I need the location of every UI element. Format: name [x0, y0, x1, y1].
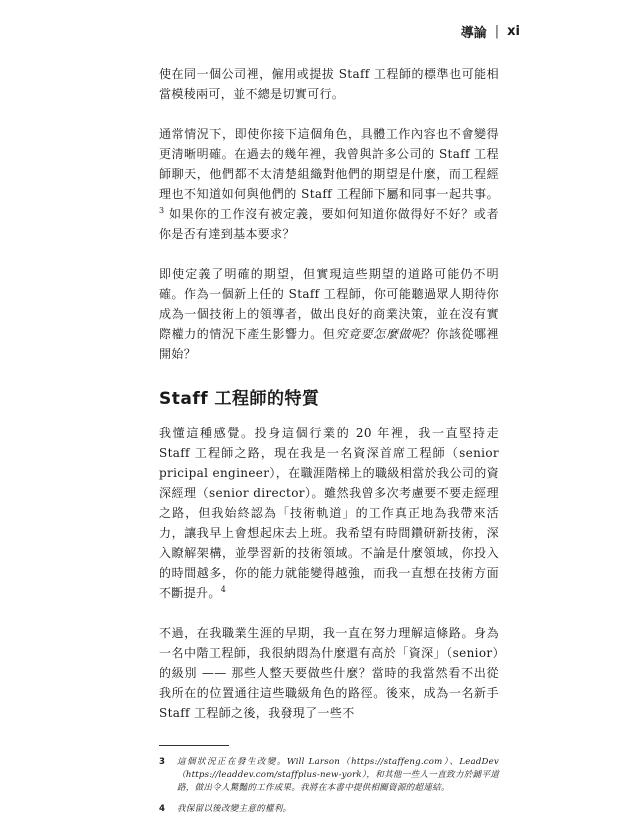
- paragraph-5-text: 不過，在我職業生涯的早期，我一直在努力理解這條路。身為一名中階工程師，我很納悶為什麼還有高於「資深」（senior）的級別 —— 那些人整天要做些什麼？當時的我當然看不出從我所在的位置通往這些職級角色的路徑。後來，成為一名新手 Staff 工程師之後，我發現了一些不: [159, 626, 499, 720]
- running-header: [461, 22, 520, 41]
- header-separator: |: [494, 24, 500, 39]
- paragraph-4-text: 我懂這種感覺。投身這個行業的 20 年裡，我一直堅持走 Staff 工程師之路，現在我是一名資深首席工程師（senior pricipal engineer），在職涯階梯上的職級相當於我公司的資深經理（senior director）。雖然我曾多次考慮要不要走經理之路，但我始終認為「技術軌道」的工作真正地為我帶來活力，讓我早上會想起床去上班。我希望有時間鑽研新技術，深入瞭解架構，並學習新的技術領域。不論是什麼領域，你投入的時間越多，你的能力就能變得越強，而我一直想在技術方面不斷提升。: [159, 426, 499, 600]
- footnote-text: 我保留以後改變主意的權利。: [177, 804, 292, 814]
- paragraph-1-text: 使在同一個公司裡，僱用或提拔 Staff 工程師的標準也可能相當模稜兩可，並不總是切實可行。: [159, 67, 499, 101]
- footnote-ref-4[interactable]: 4: [220, 585, 227, 594]
- paragraph-3-emphasis: 究竟要怎麼做呢: [335, 327, 424, 341]
- footnote-number: 4: [159, 804, 166, 814]
- footnote-text: 這個狀況正在發生改變。Will Larson（https://staffeng.com）、LeadDev（https://leaddev.com/staffplus-new-york），和其他一些人一直致力於鋪平道路，做出令人驚豔的工作成果。我將在本書中提供相關資源的超連結。: [177, 757, 499, 793]
- paragraph-5: [159, 623, 499, 723]
- paragraph-2: [159, 124, 499, 244]
- footnote-number: 3: [159, 757, 166, 767]
- paragraph-3: [159, 264, 499, 364]
- footnotes: [159, 756, 499, 816]
- paragraph-3-text-b: ？你該從哪裡開始？: [159, 327, 499, 361]
- footnote-4: [159, 803, 499, 816]
- paragraph-4: [159, 423, 499, 603]
- footnote-3: [159, 756, 499, 795]
- paragraph-1: [159, 64, 499, 104]
- page-number: xi: [507, 24, 520, 39]
- section-heading: Staff 工程師的特質: [159, 389, 320, 409]
- footnote-ref-3[interactable]: 3: [159, 206, 165, 215]
- paragraph-3-text-a: 即使定義了明確的期望，但實現這些期望的道路可能仍不明確。作為一個新上任的 Staff 工程師，你可能聽過眾人期待你成為一個技術上的領導者，做出良好的商業決策，並在沒有實際權力的情況下產生影響力。但: [159, 267, 499, 341]
- footnote-divider: [159, 745, 229, 746]
- chapter-title: 導論: [460, 26, 487, 41]
- paragraph-2-text-b: 如果你的工作沒有被定義，要如何知道你做得好不好？或者你是否有達到基本要求？: [159, 207, 499, 241]
- paragraph-2-text-a: 通常情況下，即使你接下這個角色，具體工作內容也不會變得更清晰明確。在過去的幾年裡，我曾與許多公司的 Staff 工程師聊天，他們都不太清楚組織對他們的期望是什麼，而工程經理也不知道如何與他們的 Staff 工程師下屬和同事一起共事。: [159, 127, 499, 201]
- page-content: [159, 64, 499, 824]
